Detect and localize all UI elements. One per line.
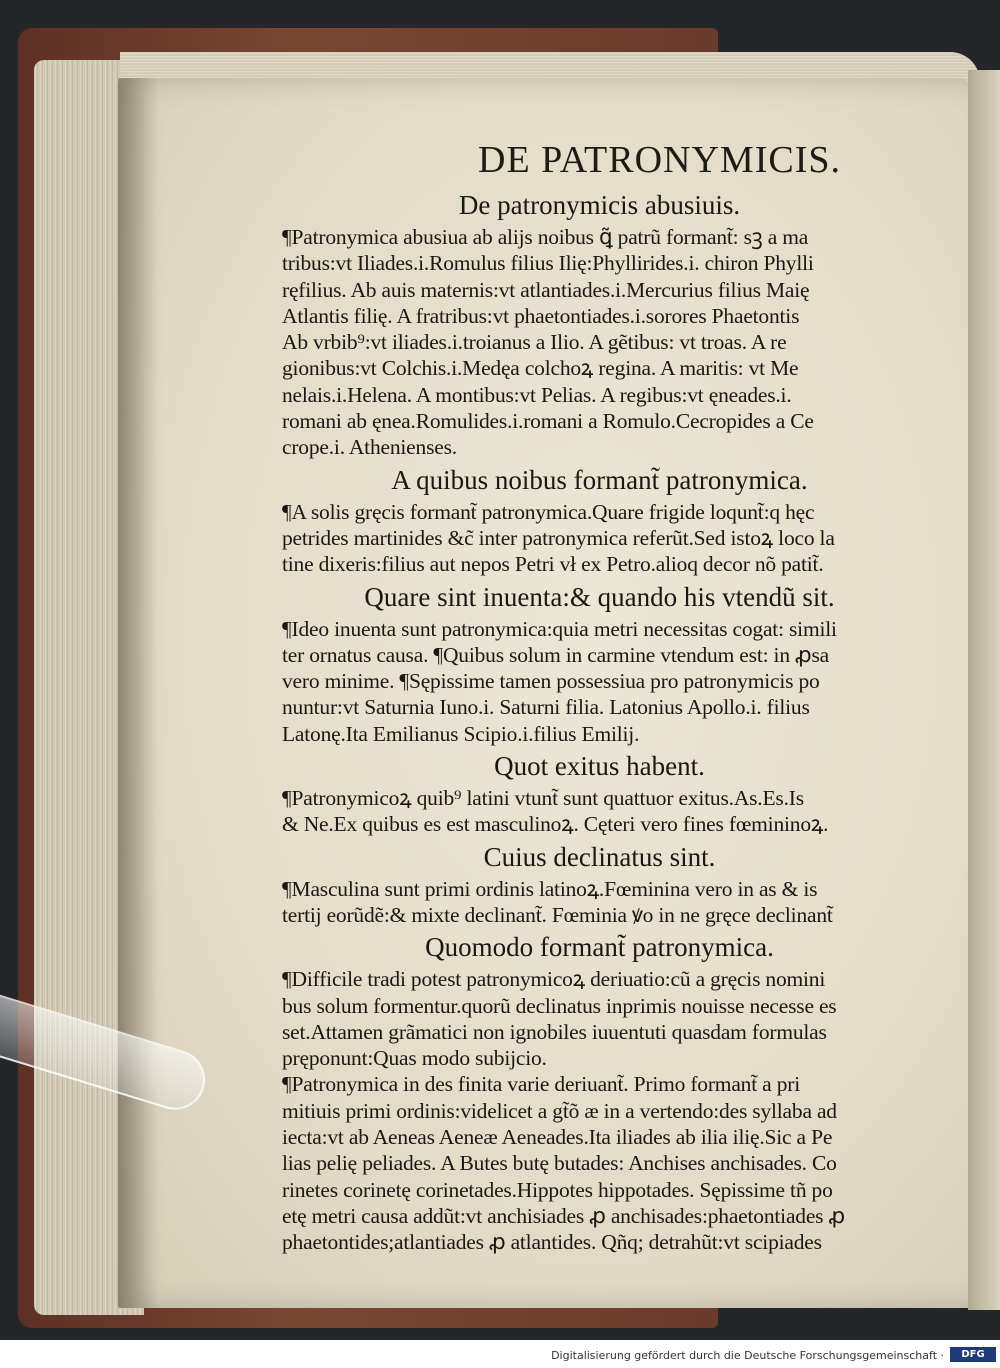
text-line: mitiuis primi ordinis:videlicet a gt̃õ æ in a vertendo:des syllaba ad (282, 1098, 837, 1123)
text-line: ¶Patronymica in des finita varie deriuant̃. Primo formant̃ a pri (282, 1072, 800, 1097)
text-line: tertij eorũdẽ:& mixte declinant̃. Fœminia ꝟo in ne gręce declinant̃ (282, 902, 833, 927)
facing-page-edge (968, 70, 1000, 1310)
text-line: tine dixeris:filius aut nepos Petri vł ex Petro.alioq decor nõ patit̃. (282, 552, 824, 577)
text-line: iecta:vt ab Aeneas Aeneæ Aeneades.Ita iliades ab ilia ilię.Sic a Pe (282, 1125, 833, 1150)
text-line: petrides martinides &c̃ inter patronymica referũt.Sed istoꝝ loco la (282, 525, 835, 550)
text-line: ¶Patronymica abusiua ab alijs noibus ꝗ̃ patrũ formant̃: sꝫ a ma (282, 225, 809, 249)
text-line: lias pelię peliades. A Butes butę butades: Anchises anchisades. Co (282, 1151, 837, 1176)
text-line: Atlantis filię. A fratribus:vt phaetontiades.i.sorores Phaetontis (282, 303, 800, 328)
section-heading: Cuius declinatus sint. (483, 841, 716, 872)
section-heading: Quot exitus habent. (494, 751, 705, 782)
text-line: vero minime. ¶Sępissime tamen possessiua pro patronymicis po (282, 669, 820, 694)
text-line: Latonę.Ita Emilianus Scipio.i.filius Emilij. (282, 721, 640, 746)
text-line: tribus:vt Iliades.i.Romulus filius Ilię:Phyllirides.i. chiron Phylli (282, 251, 814, 276)
text-line: Ab vrbib⁹:vt iliades.i.troianus a Ilio. A gẽtibus: vt troas. A re (282, 330, 787, 355)
running-head: DE PATRONYMICIS. (478, 139, 841, 181)
section-heading: Quare sint inuenta:& quando his vtendũ sit. (364, 581, 835, 612)
text-line: nelais.i.Helena. A montibus:vt Pelias. A regibus:vt ęneades.i. (282, 382, 792, 407)
text-block (282, 186, 917, 1256)
text-line: set.Attamen grãmatici non ignobiles iuuentuti quasdam formulas (282, 1019, 827, 1044)
text-line: ¶Difficile tradi potest patronymicoꝝ deriuatio:cũ a gręcis nomini (282, 967, 826, 992)
section-heading: Quomodo formant̃ patronymica. (425, 932, 774, 963)
text-line: & Ne.Ex quibus es est masculinoꝝ. Cęteri vero fines fœmininoꝝ. (282, 812, 829, 837)
dfg-logo: DFG (950, 1347, 996, 1362)
text-line: nuntur:vt Saturnia Iuno.i. Saturni filia. Latonius Apollo.i. filius (282, 695, 810, 720)
text-line: ¶Ideo inuenta sunt patronymica:quia metri necessitas cogat: simili (282, 616, 837, 641)
text-line: ter ornatus causa. ¶Quibus solum in carmine vtendum est: in ꝓsa (282, 642, 829, 667)
text-line: bus solum formentur.quorũ declinatus inprimis nouisse necesse es (282, 993, 837, 1018)
text-line: ¶A solis gręcis formant̃ patronymica.Quare frigide loqunt̃:q hęc (282, 499, 815, 524)
text-line: rinetes corinetę corinetades.Hippotes hippotades. Sępissime tñ po (282, 1177, 833, 1202)
section-heading: A quibus noibus formant̃ patronymica. (391, 464, 808, 495)
text-line: ¶Patronymicoꝝ quib⁹ latini vtunt̃ sunt quattuor exitus.As.Es.Is (282, 786, 804, 811)
text-line: pręponunt:Quas modo subijcio. (282, 1046, 547, 1071)
text-line: ¶Masculina sunt primi ordinis latinoꝝ.Fœminina vero in as & is (282, 876, 818, 901)
gutter-shadow (118, 78, 158, 1308)
text-line: gionibus:vt Colchis.i.Medęa colchoꝝ regina. A maritis: vt Me (282, 356, 799, 381)
text-line: phaetontides;atlantiades ꝓ atlantides. Qñq; detrahũt:vt scipiades (282, 1230, 822, 1255)
text-line: romani ab ęnea.Romulides.i.romani a Romulo.Cecropides a Ce (282, 409, 814, 434)
text-line: ręfilius. Ab auis maternis:vt atlantiades.i.Mercurius filius Maię (282, 277, 810, 302)
text-line: crope.i. Athenienses. (282, 435, 457, 460)
section-heading: De patronymicis abusiuis. (458, 190, 741, 220)
text-line: etę metri causa addũt:vt anchisiades ꝓ anchisades:phaetontiades ꝓ (282, 1203, 845, 1228)
digitization-credit: Digitalisierung gefördert durch die Deutsche Forschungsgemeinschaft · (551, 1349, 944, 1362)
